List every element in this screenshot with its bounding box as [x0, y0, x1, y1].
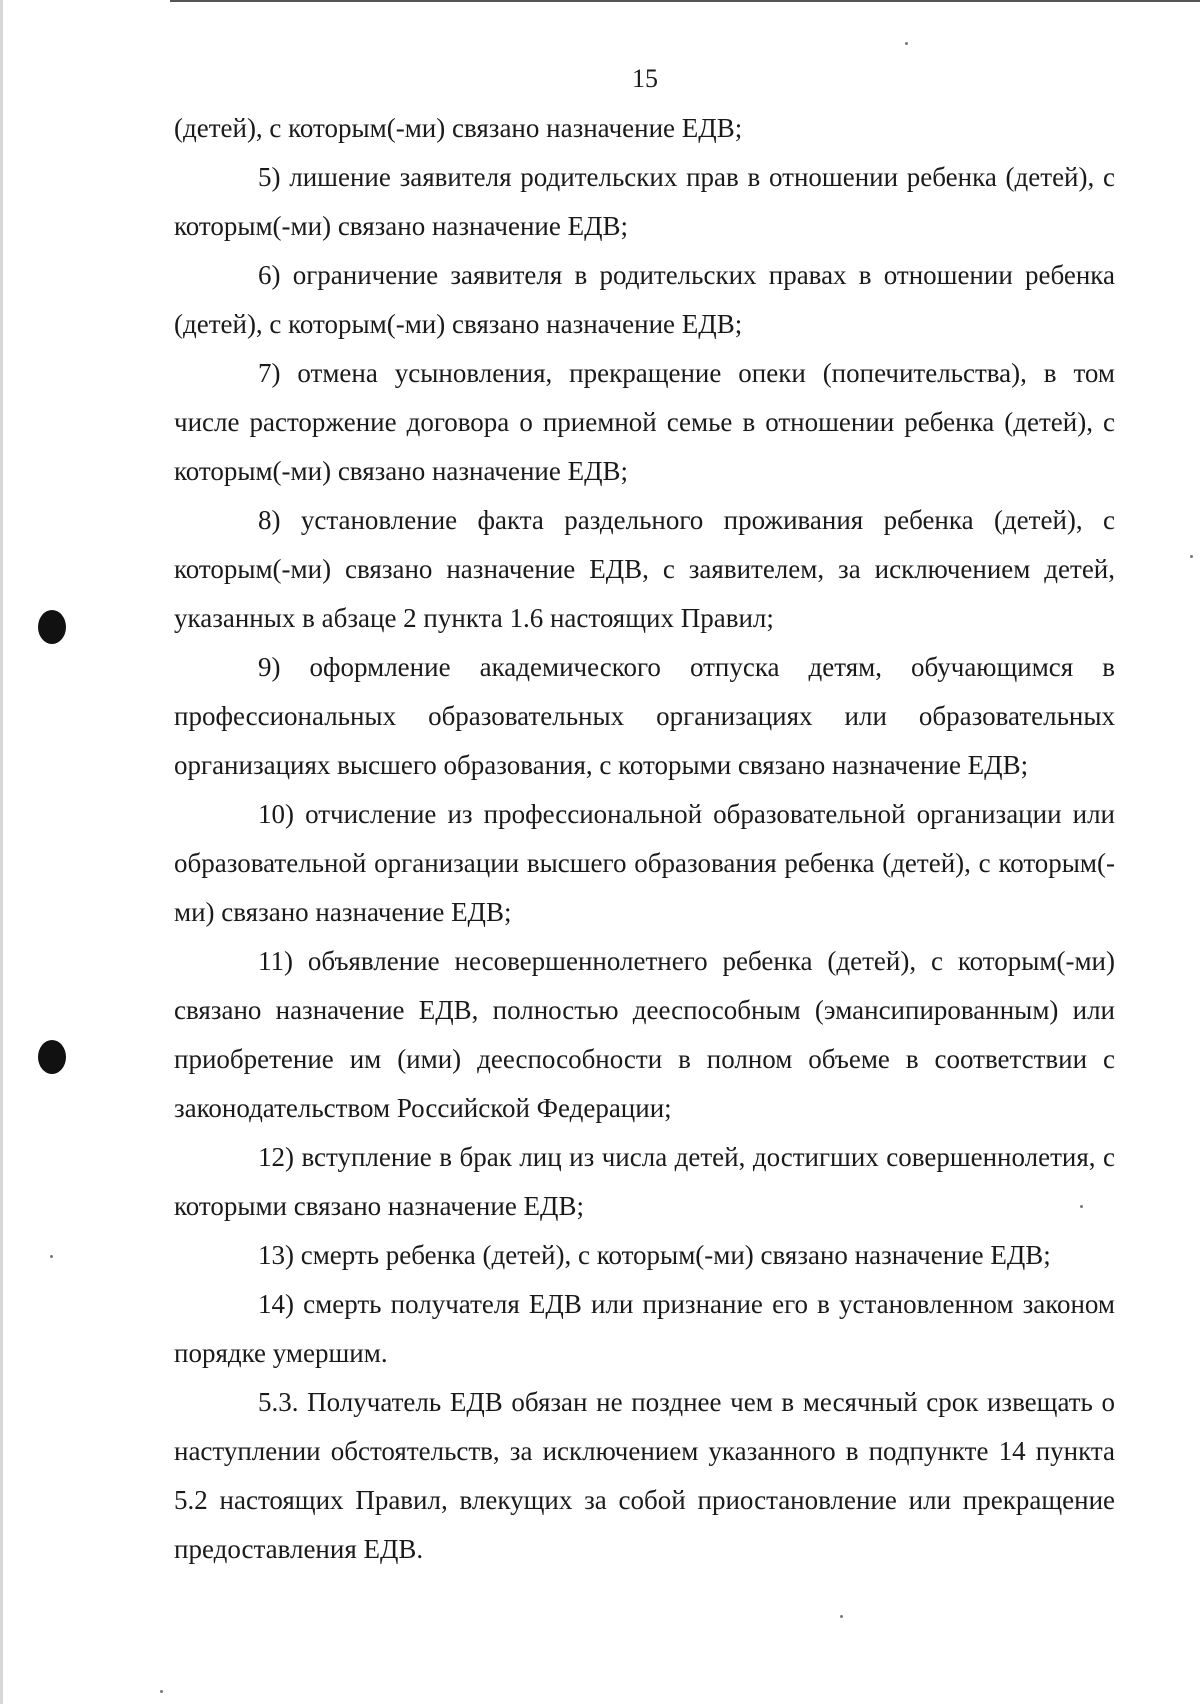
paragraph-section-5-3: 5.3. Получатель ЕДВ обязан не позднее чем в месячный срок извещать о наступлении обстоятельств, за исключением указанного в подпункте 14 пункта 5.2 настоящих Правил, влекущих за собой приостановление или прекращение предоставления ЕДВ.	[174, 1387, 1115, 1564]
paragraph-item-5: 5) лишение заявителя родительских прав в отношении ребенка (детей), с которым(-ми) связано назначение ЕДВ;	[174, 162, 1115, 241]
scan-speck	[50, 1255, 53, 1258]
paragraph-item-7: 7) отмена усыновления, прекращение опеки (попечительства), в том числе расторжение договора о приемной семье в отношении ребенка (детей), с которым(-ми) связано назначение ЕДВ;	[174, 358, 1115, 486]
paragraph-item-8: 8) установление факта раздельного проживания ребенка (детей), с которым(-ми) связано назначение ЕДВ, с заявителем, за исключением детей, указанных в абзаце 2 пункта 1.6 настоящих Правил;	[174, 505, 1115, 633]
paragraph-item-14: 14) смерть получателя ЕДВ или признание его в установленном законом порядке умершим.	[174, 1289, 1115, 1368]
paragraph-item-13: 13) смерть ребенка (детей), с которым(-ми) связано назначение ЕДВ;	[258, 1240, 1051, 1270]
scan-speck	[1080, 1205, 1083, 1208]
scan-speck	[840, 1615, 843, 1618]
paragraph-continuation: (детей), с которым(-ми) связано назначение ЕДВ;	[174, 113, 743, 143]
scan-top-edge-line	[170, 0, 1200, 2]
punch-hole-lower	[38, 1040, 66, 1074]
paragraph-item-9: 9) оформление академического отпуска детям, обучающимся в профессиональных образовательных организациях или образовательных организациях высшего образования, с которыми связано назначение ЕДВ;	[174, 652, 1115, 780]
paragraph-item-12: 12) вступление в брак лиц из числа детей, достигших совершеннолетия, с которыми связано назначение ЕДВ;	[174, 1142, 1115, 1221]
scan-speck	[160, 1690, 163, 1693]
paragraph-item-6: 6) ограничение заявителя в родительских правах в отношении ребенка (детей), с которым(-ми) связано назначение ЕДВ;	[174, 260, 1115, 339]
scan-left-edge	[0, 0, 3, 1704]
scan-speck	[1190, 555, 1193, 558]
document-body	[174, 104, 1115, 1574]
paragraph-item-11: 11) объявление несовершеннолетнего ребенка (детей), с которым(-ми) связано назначение ЕДВ, полностью дееспособным (эмансипированным) или приобретение им (ими) дееспособности в полном объеме в соответствии с законодательством Российской Федерации;	[174, 946, 1115, 1123]
paragraph-item-10: 10) отчисление из профессиональной образовательной организации или образовательной организации высшего образования ребенка (детей), с которым(-ми) связано назначение ЕДВ;	[174, 799, 1115, 927]
punch-hole-upper	[38, 610, 66, 644]
scan-speck	[905, 42, 908, 45]
page-number: 15	[632, 64, 658, 93]
